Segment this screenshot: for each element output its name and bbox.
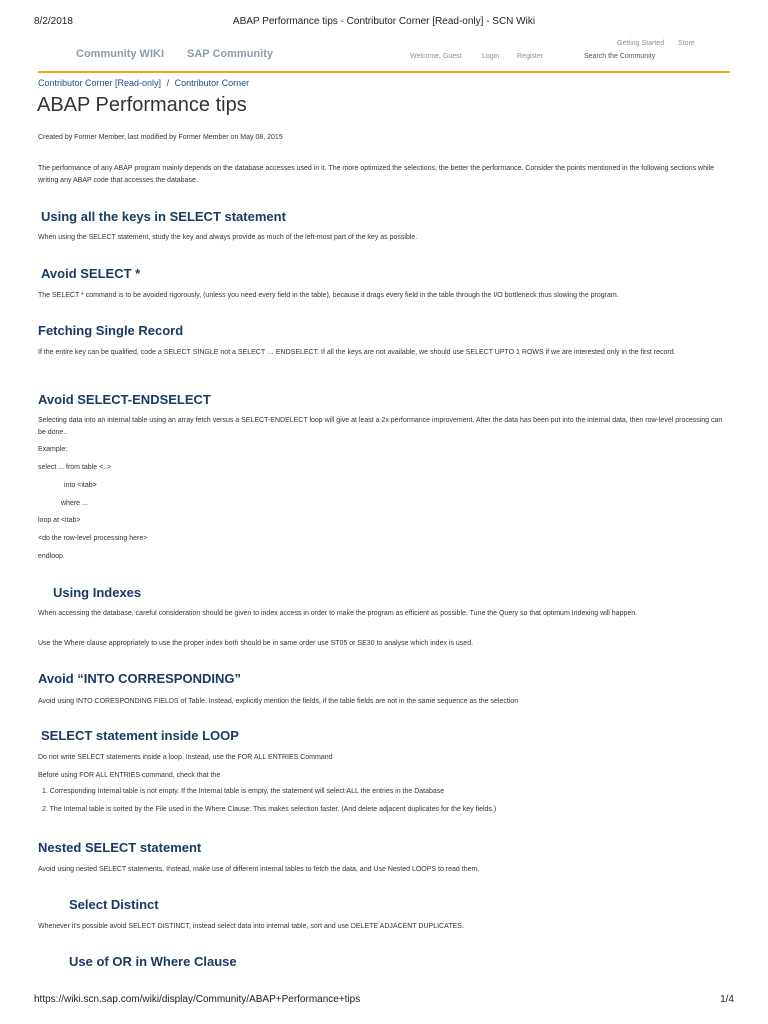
community-wiki-link[interactable]: Community WIKI <box>76 48 164 60</box>
paragraph-indexes-where: Use the Where clause appropriately to use the proper index both should be in same order use ST05 or SE30 to analyse which index is used. <box>38 640 474 647</box>
page-number: 1/4 <box>720 994 734 1005</box>
heading-fetching-single-record: Fetching Single Record <box>38 323 184 338</box>
code-line: loop at <itab> <box>38 517 81 524</box>
paragraph-endselect: Selecting data into an internal table using an array fetch versus a SELECT-ENDELECT loop will give at least a 2x performance improvement. After the data has been put into the internal data, then row-level processing can be done.. <box>38 417 723 436</box>
heading-using-indexes: Using Indexes <box>53 585 142 600</box>
page-title: ABAP Performance tips <box>37 94 247 116</box>
heading-select-inside-loop: SELECT statement inside LOOP <box>41 728 239 743</box>
code-line: where ... <box>61 500 88 507</box>
register-link[interactable]: Register <box>517 53 544 60</box>
breadcrumb-item-contributor-corner[interactable]: Contributor Corner <box>174 78 250 88</box>
search-community-input[interactable]: Search the Community <box>584 53 656 60</box>
list-item: 1. Corresponding Internal table is not empty. If the Internal table is empty, the statement will select ALL the entries in the Database <box>42 788 445 795</box>
code-line: <do the row-level processing here> <box>38 535 148 542</box>
paragraph-keys: When using the SELECT statement, study the key and always provide as much of the left-most part of the key as possible. <box>38 234 418 241</box>
paragraph-select-star: The SELECT * command is to be avoided rigorously, (unless you need every field in the table), because it drags every field in the table through the I/O bottleneck thus slowing the program. <box>38 292 619 299</box>
print-url: https://wiki.scn.sap.com/wiki/display/Community/ABAP+Performance+tips <box>34 994 361 1005</box>
login-link[interactable]: Login <box>482 53 500 60</box>
breadcrumb-item-contributor-corner-readonly[interactable]: Contributor Corner [Read-only] <box>38 78 162 88</box>
nav-divider <box>38 71 730 73</box>
code-line: endloop. <box>38 553 65 560</box>
heading-use-of-or: Use of OR in Where Clause <box>69 954 237 969</box>
paragraph-distinct: Whenever it's possible avoid SELECT DISTINCT, instead select data into internal table, sort and use DELETE ADJACENT DUPLICATES. <box>38 923 464 930</box>
heading-nested-select: Nested SELECT statement <box>38 840 202 855</box>
print-title: ABAP Performance tips - Contributor Corner [Read-only] - SCN Wiki <box>232 16 536 27</box>
example-label: Example: <box>38 446 68 453</box>
top-navigation <box>38 40 730 72</box>
heading-select-distinct: Select Distinct <box>69 897 159 912</box>
paragraph-indexes: When accessing the database, careful consideration should be given to index access in order to make the program as efficient as possible. Tune the Query so that optimum Indexing will happen. <box>38 610 638 617</box>
heading-avoid-select-endselect: Avoid SELECT-ENDSELECT <box>38 392 211 407</box>
paragraph-loop: Do not write SELECT statements inside a loop. Instead, use the FOR ALL ENTRIES Command <box>38 754 333 761</box>
heading-avoid-select-star: Avoid SELECT * <box>41 266 141 281</box>
print-date: 8/2/2018 <box>34 16 73 27</box>
code-line: into <itab> <box>64 482 97 489</box>
sap-community-link[interactable]: SAP Community <box>187 48 273 60</box>
getting-started-link[interactable]: Getting Started <box>617 40 665 47</box>
code-line: select ... from table <..> <box>38 464 112 471</box>
welcome-text: Welcome, Guest <box>410 53 462 60</box>
paragraph-single-record: If the entire key can be qualified, code a SELECT SINGLE not a SELECT … ENDSELECT. If all the keys are not available, we should use SELECT UPTO 1 ROWS if we are interested only in the first record. <box>38 349 676 356</box>
heading-using-all-keys: Using all the keys in SELECT statement <box>41 209 286 224</box>
intro-paragraph: The performance of any ABAP program mainly depends on the database accesses used in it. The more optimized the selections, the better the performance. Consider the points mentioned in the following sections while writing any ABAP code that accesses the database. <box>38 165 715 184</box>
heading-avoid-into-corresponding: Avoid “INTO CORRESPONDING” <box>38 671 241 686</box>
paragraph-corresponding: Avoid using INTO CORESPONDING FIELDS of Table. Instead, explicitly mention the fields, if the table fields are not in the same sequence as the selection <box>38 698 519 705</box>
breadcrumb <box>38 78 249 88</box>
paragraph-nested: Avoid using nested SELECT statements. Instead, make use of different internal tables to fetch the data, and Use Nested LOOPS to read them. <box>38 866 480 873</box>
list-item: 2. The Internal table is sorted by the File used in the Where Clause: This makes selection faster. (And delete adjacent duplicates for the key fields.) <box>42 806 497 813</box>
breadcrumb-separator: / <box>166 78 170 88</box>
paragraph-loop-check: Before using FOR ALL ENTRIES command, check that the <box>38 772 221 779</box>
store-link[interactable]: Store <box>678 40 695 47</box>
page-meta: Created by Former Member, last modified by Former Member on May 08, 2015 <box>38 134 283 141</box>
